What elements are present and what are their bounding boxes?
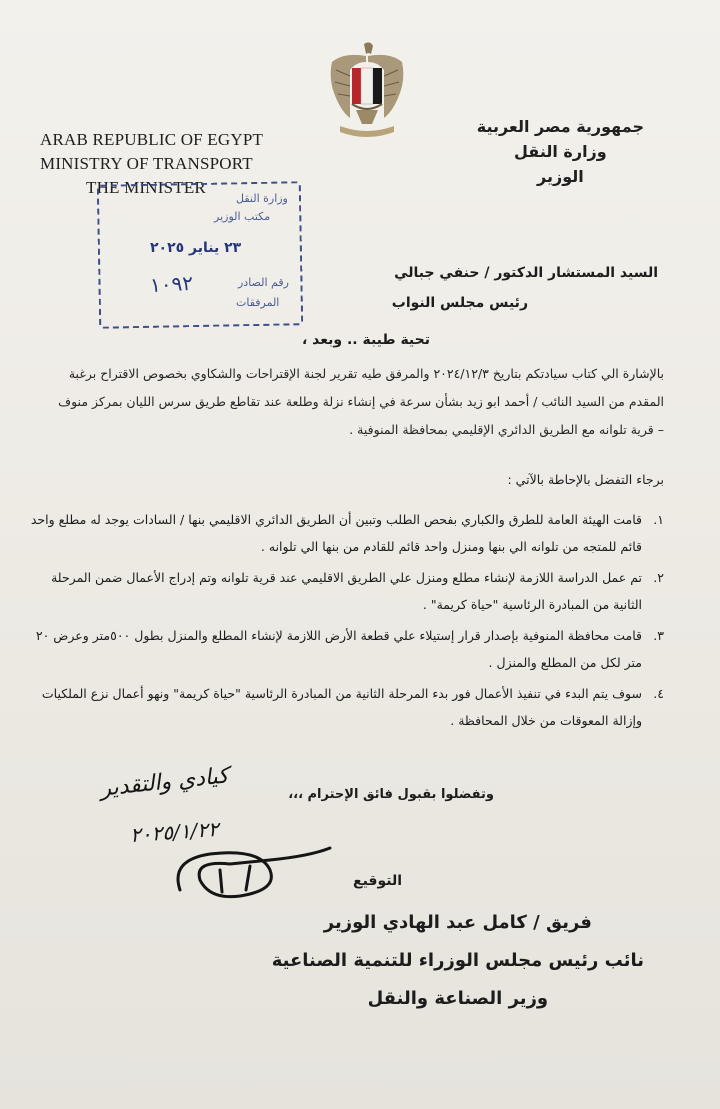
item-number: ١. xyxy=(653,512,664,527)
intro-paragraph xyxy=(54,360,664,444)
stamp-date: ٢٣ يناير ٢٠٢٥ xyxy=(150,240,242,256)
list-item xyxy=(24,506,664,560)
item-text: قامت الهيئة العامة للطرق والكباري بفحص الطلب وتبين أن الطريق الدائري الاقليمي بنها / السادات يوجد له مطلع واحد قائم للمتجه من تلوانه الي بنها ومنزل واحد قائم للقادم من بنها الي تلوانه . xyxy=(30,512,642,554)
stamp-line-office: مكتب الوزير xyxy=(214,210,271,223)
stamp-number-label: رقم الصادر xyxy=(238,276,289,289)
addressee-block xyxy=(392,258,658,318)
list-item xyxy=(24,680,664,734)
signatory-title: نائب رئيس مجلس الوزراء للتنمية الصناعية xyxy=(271,950,644,971)
greeting: تحية طيبة .. وبعد ، xyxy=(301,332,430,348)
handwritten-note: كيادي والتقدير xyxy=(99,763,230,802)
addressee-name: السيد المستشار الدكتور / حنفي جبالي xyxy=(394,265,658,281)
item-text: قامت محافظة المنوفية بإصدار قرار إستيلاء علي قطعة الأرض اللازمة لإنشاء المطلع والمنزل بطول ٥٠٠متر وعرض ٢٠ متر لكل من المطلع والمنزل . xyxy=(35,628,642,670)
item-text: تم عمل الدراسة اللازمة لإنشاء مطلع ومنزل علي الطريق الاقليمي عند قرية تلوانه وتم إدراج الأعمال ضمن المرحلة الثانية من المبادرة الرئاسية "حياة كريمة" . xyxy=(51,570,642,612)
eagle-emblem-icon xyxy=(326,40,408,144)
country-name-en: ARAB REPUBLIC OF EGYPT xyxy=(40,130,264,149)
item-number: ٣. xyxy=(653,628,664,643)
arabic-letterhead xyxy=(477,114,644,189)
signature-label: التوقيع xyxy=(353,873,402,889)
list-item xyxy=(24,622,664,676)
minister-title-en: THE MINISTER xyxy=(86,178,206,197)
ministry-name-en: MINISTRY OF TRANSPORT xyxy=(40,154,253,173)
signatory-ministry: وزير الصناعة والنقل xyxy=(367,988,549,1009)
item-text: سوف يتم البدء في تنفيذ الأعمال فور بدء المرحلة الثانية من المبادرة الرئاسية "حياة كريمة" ونهو أعمال نزع الملكيات وإزالة المعوقات من خلال المحافظة . xyxy=(41,686,642,728)
ministry-name-ar: وزارة النقل xyxy=(514,142,607,161)
items-list xyxy=(24,506,664,738)
item-number: ٢. xyxy=(653,570,664,585)
handwritten-signature-icon xyxy=(150,830,350,910)
country-name-ar: جمهورية مصر العربية xyxy=(476,117,644,136)
intro-text: بالإشارة الي كتاب سيادتكم بتاريخ ٢٠٢٤/١٢/٣ والمرفق طيه تقرير لجنة الإقتراحات والشكاوي بخصوص الاقتراح برغبة المقدم من السيد النائب / أحمد ابو زيد بشأن سرعة في إنشاء نزلة وطلعة عند تقاطع طريق سرس الليان بمركز منوف – قرية تلوانه مع الطريق الدائري الإقليمي بمحافظة المنوفية . xyxy=(58,366,664,437)
stamp-line-ministry: وزارة النقل xyxy=(236,192,288,205)
stamp-attachments-label: المرفقات xyxy=(236,296,280,309)
addressee-title: رئيس مجلس النواب xyxy=(391,295,528,311)
request-line: برجاء التفضل بالإحاطة بالآتي : xyxy=(507,472,664,487)
item-number: ٤. xyxy=(653,686,664,701)
handwritten-date: ٢٠٢٥/١/٢٢ xyxy=(129,816,220,848)
closing-line: وتفضلوا بقبول فائق الإحترام ،،، xyxy=(288,787,494,802)
minister-title-ar: الوزير xyxy=(537,167,584,186)
list-item xyxy=(24,564,664,618)
stamp-number: ١٠٩٢ xyxy=(149,270,194,298)
signature-block xyxy=(272,904,644,1018)
signatory-name: فريق / كامل عبد الهادي الوزير xyxy=(323,912,592,933)
